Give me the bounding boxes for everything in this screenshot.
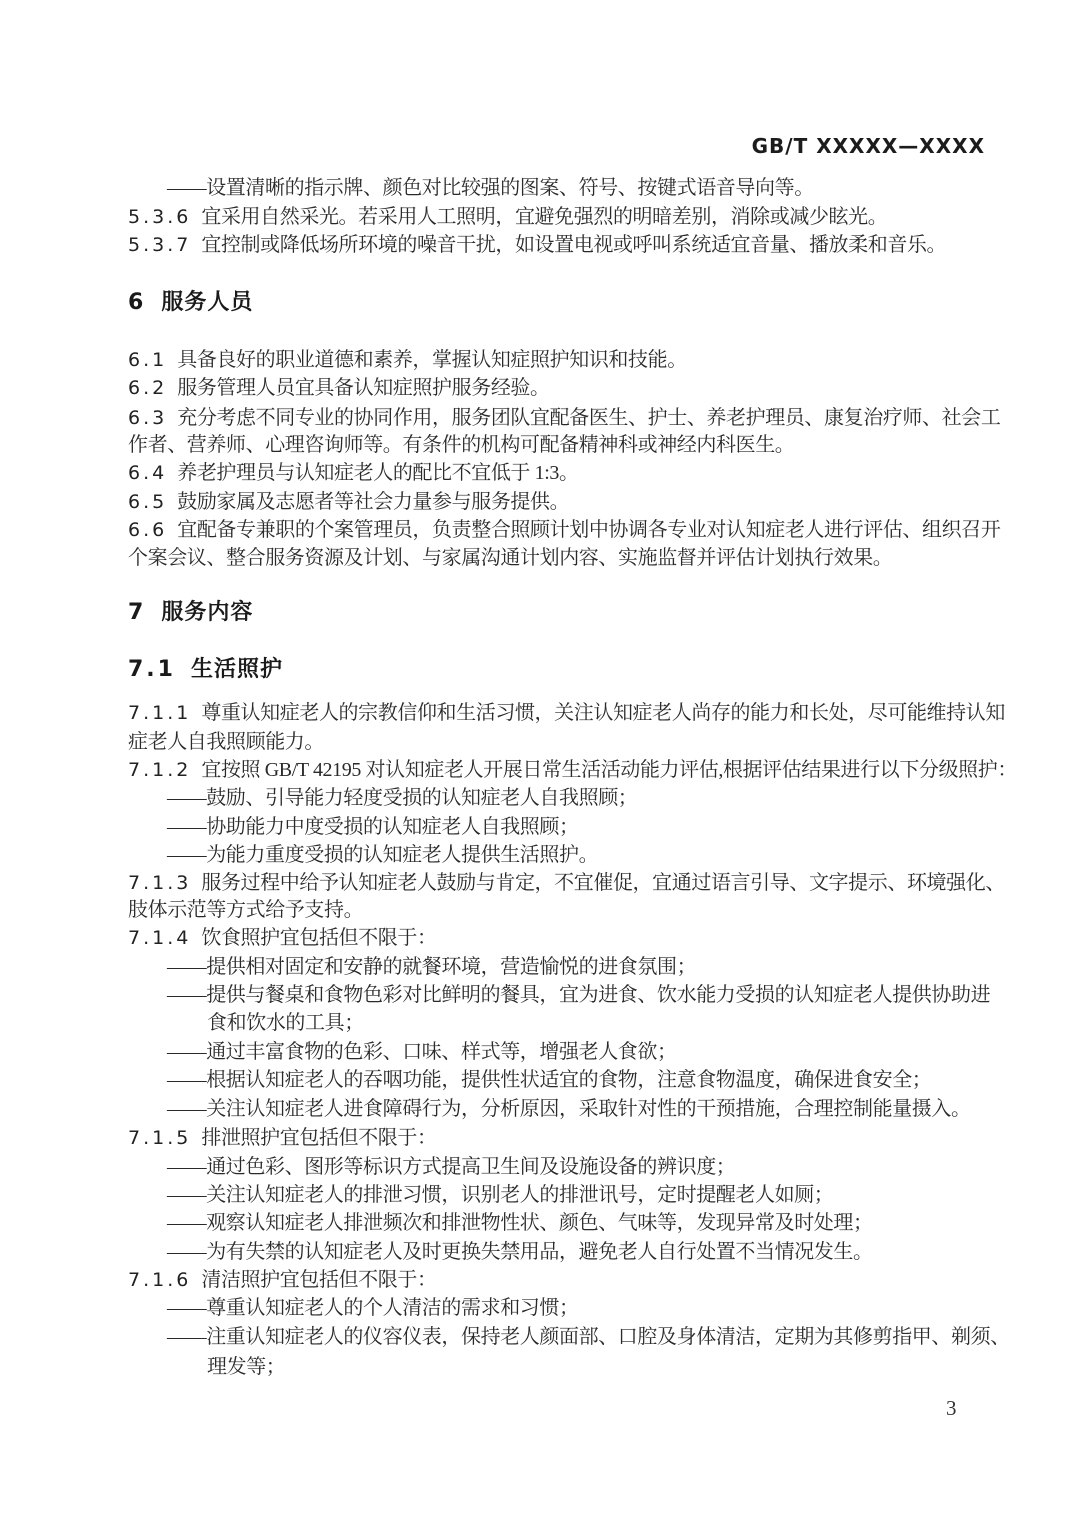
clause-text: 宜控制或降低场所环境的噪音干扰，如设置电视或呼叫系统适宜音量、播放柔和音乐。 — [201, 234, 947, 256]
dash-item-toilet-signage: ——通过色彩、图形等标识方式提高卫生间及设施设备的辨识度； — [167, 1156, 736, 1178]
clause-number: 5.3.6 — [128, 206, 192, 228]
clause-7-1-1-continuation: 症老人自我照顾能力。 — [128, 731, 324, 753]
clause-text: 养老护理员与认知症老人的配比不宜低于 1:3。 — [177, 462, 579, 484]
clause-number: 7.1.3 — [128, 872, 192, 894]
dash-item-grooming-continuation: 理发等； — [207, 1356, 286, 1378]
section-heading-7-1 — [128, 656, 283, 683]
dash-item-eating-disorder: ——关注认知症老人进食障碍行为，分析原因，采取针对性的干预措施，合理控制能量摄入。 — [167, 1098, 971, 1120]
clause-6-3-continuation: 作者、营养师、心理咨询师等。有条件的机构可配备精神科或神经内科医生。 — [128, 434, 795, 456]
section-heading-6 — [128, 289, 253, 316]
section-heading-7 — [128, 599, 253, 626]
clause-7-1-2 — [128, 757, 1017, 783]
clause-text: 清洁照护宜包括但不限于： — [201, 1269, 437, 1291]
dash-item-hygiene-needs: ——尊重认知症老人的个人清洁的需求和习惯； — [167, 1297, 579, 1319]
clause-5-3-6 — [128, 204, 887, 230]
dash-item-tableware: ——提供与餐桌和食物色彩对比鲜明的餐具，宜为进食、饮水能力受损的认知症老人提供协助进 — [167, 984, 991, 1006]
clause-6-2 — [128, 375, 550, 401]
section-number: 6 — [128, 290, 147, 315]
dash-item-signage: ——设置清晰的指示牌、颜色对比较强的图案、符号、按键式语音导向等。 — [167, 177, 814, 199]
clause-number: 7.1.5 — [128, 1127, 192, 1149]
section-title: 服务内容 — [161, 599, 254, 624]
section-title: 生活照护 — [190, 656, 283, 681]
dash-item-food-variety: ——通过丰富食物的色彩、口味、样式等，增强老人食欲； — [167, 1041, 677, 1063]
clause-6-6 — [128, 517, 1000, 543]
clause-number: 6.6 — [128, 519, 168, 541]
clause-number: 7.1.4 — [128, 927, 192, 949]
dash-item-grooming: ——注重认知症老人的仪容仪表，保持老人颜面部、口腔及身体清洁，定期为其修剪指甲、剃须、 — [167, 1326, 1010, 1348]
clause-7-1-6 — [128, 1267, 437, 1293]
section-number: 7.1 — [128, 657, 176, 682]
section-number: 7 — [128, 600, 147, 625]
dash-item-mild-impairment: ——鼓励、引导能力轻度受损的认知症老人自我照顾； — [167, 787, 638, 809]
clause-7-1-5 — [128, 1125, 437, 1151]
clause-number: 6.5 — [128, 491, 168, 513]
clause-6-6-continuation: 个案会议、整合服务资源及计划、与家属沟通计划内容、实施监督并评估计划执行效果。 — [128, 547, 893, 569]
clause-6-5 — [128, 489, 569, 515]
dash-item-swallowing: ——根据认知症老人的吞咽功能，提供性状适宜的食物，注意食物温度，确保进食安全； — [167, 1069, 932, 1091]
dash-item-severe-impairment: ——为能力重度受损的认知症老人提供生活照护。 — [167, 844, 599, 866]
clause-number: 5.3.7 — [128, 234, 192, 256]
clause-7-1-4 — [128, 925, 437, 951]
clause-6-1 — [128, 347, 687, 373]
document-code: GB/T XXXXX—XXXX — [751, 134, 985, 158]
dash-item-moderate-impairment: ——协助能力中度受损的认知症老人自我照顾； — [167, 816, 579, 838]
clause-text: 饮食照护宜包括但不限于： — [201, 927, 437, 949]
clause-text: 充分考虑不同专业的协同作用，服务团队宜配备医生、护士、养老护理员、康复治疗师、社会工 — [177, 407, 1001, 429]
clause-text: 宜按照 GB/T 42195 对认知症老人开展日常生活活动能力评估,根据评估结果进行以下分级照护： — [201, 759, 1017, 781]
clause-7-1-3-continuation: 肢体示范等方式给予支持。 — [128, 899, 364, 921]
clause-5-3-7 — [128, 232, 946, 258]
clause-6-4 — [128, 460, 579, 486]
dash-item-tableware-continuation: 食和饮水的工具； — [207, 1012, 364, 1034]
dash-item-toileting-habits: ——关注认知症老人的排泄习惯，识别老人的排泄讯号，定时提醒老人如厕； — [167, 1184, 834, 1206]
clause-text: 具备良好的职业道德和素养，掌握认知症照护知识和技能。 — [177, 349, 687, 371]
clause-text: 宜配备专兼职的个案管理员，负责整合照顾计划中协调各专业对认知症老人进行评估、组织召开 — [177, 519, 1001, 541]
clause-number: 6.3 — [128, 407, 168, 429]
clause-7-1-3 — [128, 870, 1005, 896]
clause-6-3 — [128, 405, 1000, 431]
clause-number: 7.1.2 — [128, 759, 192, 781]
dash-item-incontinence: ——为有失禁的认知症老人及时更换失禁用品，避免老人自行处置不当情况发生。 — [167, 1241, 873, 1263]
page-number: 3 — [946, 1396, 957, 1420]
clause-7-1-1 — [128, 700, 1005, 726]
clause-text: 排泄照护宜包括但不限于： — [201, 1127, 437, 1149]
section-title: 服务人员 — [161, 289, 254, 314]
clause-number: 7.1.6 — [128, 1269, 192, 1291]
clause-number: 7.1.1 — [128, 702, 192, 724]
dash-item-dining-environment: ——提供相对固定和安静的就餐环境，营造愉悦的进食氛围； — [167, 956, 697, 978]
clause-number: 6.2 — [128, 377, 168, 399]
clause-number: 6.1 — [128, 349, 168, 371]
dash-item-excretion-observation: ——观察认知症老人排泄频次和排泄物性状、颜色、气味等，发现异常及时处理； — [167, 1212, 873, 1234]
clause-text: 宜采用自然采光。若采用人工照明，宜避免强烈的明暗差别，消除或减少眩光。 — [201, 206, 888, 228]
clause-text: 尊重认知症老人的宗教信仰和生活习惯，关注认知症老人尚存的能力和长处，尽可能维持认知 — [201, 702, 1005, 724]
clause-text: 服务过程中给予认知症老人鼓励与肯定，不宜催促，宜通过语言引导、文字提示、环境强化、 — [201, 872, 1005, 894]
clause-number: 6.4 — [128, 462, 168, 484]
clause-text: 鼓励家属及志愿者等社会力量参与服务提供。 — [177, 491, 570, 513]
clause-text: 服务管理人员宜具备认知症照护服务经验。 — [177, 377, 550, 399]
